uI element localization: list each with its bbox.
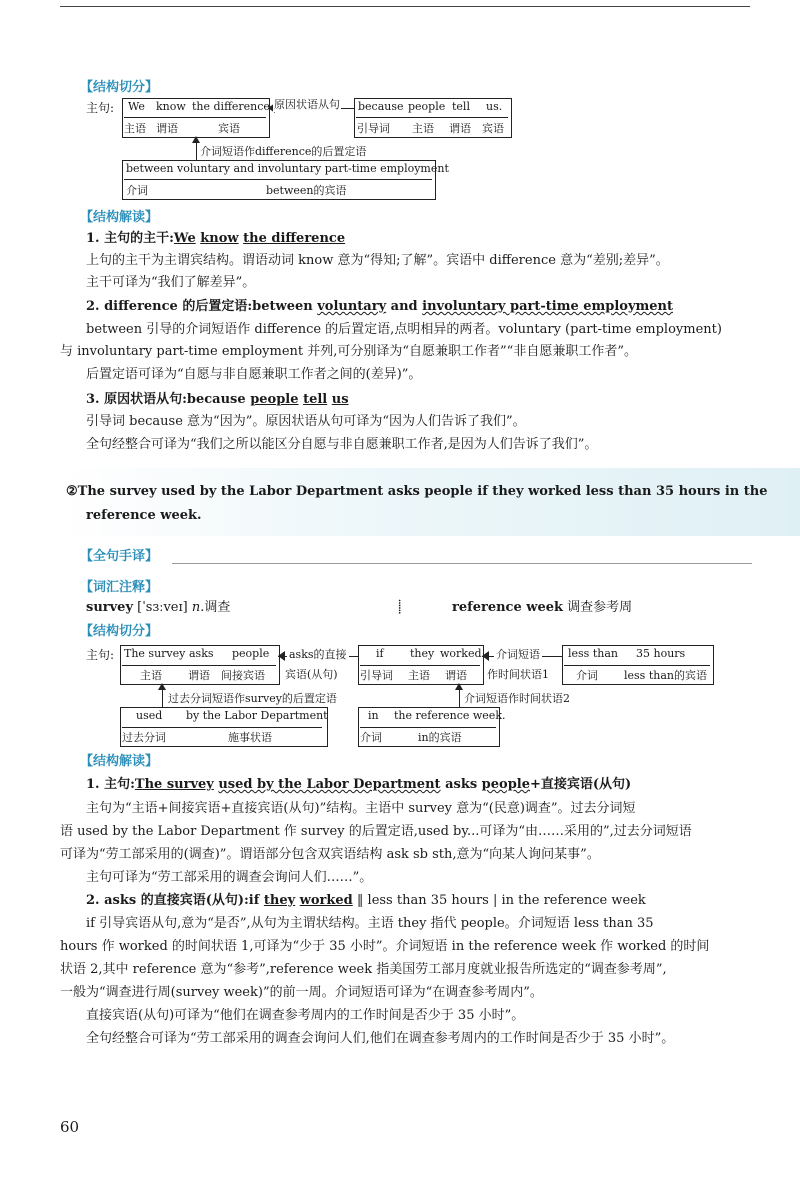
word-people-2: people (232, 647, 270, 660)
vocab-ref-def: 调查参考周 (567, 600, 633, 615)
label-preposition-3: 介词 (360, 731, 382, 744)
prep-phrase-label: 介词短语 (496, 648, 540, 661)
sentence-2-line-1 (66, 482, 767, 502)
label-conjunction: 引导词 (357, 122, 390, 135)
word-if: if (376, 647, 384, 660)
label-verb: 谓语 (156, 122, 178, 135)
para-5-line-6: 全句经整合可译为“劳工部采用的调查会询问人们,他们在调查参考周内的工作时间是否少于 35 小时”。 (86, 1031, 675, 1046)
label-between-object: between的宾语 (266, 184, 347, 197)
label-conjunction-2: 引导词 (360, 669, 393, 682)
word-people: people (408, 100, 446, 113)
point-1-know: know (200, 231, 239, 246)
para-3-line-2: 全句经整合可译为“我们之所以能区分自愿与非自愿兼职工作者,是因为人们告诉了我们”。 (86, 437, 598, 452)
point-2-prefix: 2. difference 的后置定语: (86, 299, 253, 314)
direct-object-label: asks的直接 (289, 648, 347, 661)
para-2-line-3: 后置定语可译为“自愿与非自愿兼职工作者之间的(差异)”。 (86, 367, 422, 382)
point-4-asks: asks (440, 777, 482, 792)
sentence-2-text-1: The survey used by the Labor Department asks people if they worked less than 35 hours in the (77, 484, 768, 499)
point-3-prefix: 3. 原因状语从句: (86, 392, 187, 407)
main-clause-label-1: 主句: (86, 101, 115, 115)
vocab-survey-pron: [ˈsɜːveɪ] (137, 600, 188, 615)
point-5-worked: worked (299, 893, 353, 908)
word-we: We (128, 100, 145, 113)
point-2-heading (86, 297, 673, 317)
para-4-line-1: 主句为“主语+间接宾语+直接宾语(从句)”结构。主语中 survey 意为“(民意)调查”。过去分词短 (86, 801, 636, 816)
point-3-heading (86, 390, 349, 410)
postmodifier-label: 介词短语作difference的后置定语 (200, 145, 367, 158)
point-3-because: because (186, 392, 251, 407)
point-2-and: and (386, 299, 423, 314)
word-us: us. (486, 100, 503, 113)
vocab-survey (86, 598, 230, 618)
point-5-prefix: 2. asks 的直接宾语(从句): (86, 893, 249, 908)
point-5-rest: ‖ less than 35 hours | in the reference week (352, 893, 646, 908)
point-2-between: between (252, 299, 318, 314)
label-in-object: in的宾语 (418, 731, 462, 744)
para-5-line-4: 一般为“调查进行周(survey week)”的前一周。介词短语可译为“在调查参考周内”。 (60, 985, 543, 1000)
para-2-line-1: between 引导的介词短语作 difference 的后置定语,点明相异的两者。voluntary (part-time employment) (86, 322, 722, 337)
main-clause-label-2: 主句: (86, 648, 115, 662)
translate-heading: 【全句手译】 (80, 549, 159, 564)
word-by-labor-department: by the Labor Department (186, 709, 328, 722)
label-indirect-object: 间接宾语 (221, 669, 265, 682)
vocab-heading: 【词汇注释】 (80, 580, 159, 595)
para-3-line-1: 引导词 because 意为“因为”。原因状语从句可译为“因为人们告诉了我们”。 (86, 414, 526, 429)
para-5-line-1: if 引导宾语从句,意为“是否”,从句为主谓状结构。主语 they 指代 people。介词短语 less than 35 (86, 916, 654, 931)
para-2-line-2: 与 involuntary part-time employment 并列,可分别译为“自愿兼职工作者”“非自愿兼职工作者”。 (60, 344, 637, 359)
structure-heading-1: 【结构切分】 (80, 80, 159, 95)
word-because: because (358, 100, 404, 113)
translation-blank-line[interactable] (172, 563, 752, 564)
para-5-line-3: 状语 2,其中 reference 意为“参考”,reference week 指美国劳工部月度就业报告所选定的“调查参考周”, (60, 962, 667, 977)
between-phrase: between voluntary and involuntary part-time employment (126, 162, 449, 175)
word-in: in (368, 709, 379, 722)
sentence-number: ② (66, 484, 78, 499)
point-4-survey: The survey (134, 777, 214, 792)
para-1-line-1: 上句的主干为主谓宾结构。谓语动词 know 意为“得知;了解”。宾语中 difference 意为“差别;差异”。 (86, 253, 669, 268)
point-5-heading (86, 891, 646, 911)
label-verb-3: 谓语 (188, 669, 210, 682)
label-subject-3: 主语 (140, 669, 162, 682)
point-1-prefix: 1. 主句的主干: (86, 231, 174, 246)
point-2-involuntary: involuntary part-time employment (422, 299, 674, 314)
label-less-than-object: less than的宾语 (624, 669, 707, 682)
vocab-survey-word: survey (86, 600, 133, 615)
para-1-line-2: 主干可译为“我们了解差异”。 (86, 275, 256, 290)
para-5-line-2: hours 作 worked 的时间状语 1,可译为“少于 35 小时”。介词短语 in the reference week 作 worked 的时间 (60, 939, 710, 954)
point-5-if: if (248, 893, 264, 908)
para-4-line-2: 语 used by the Labor Department 作 survey 的后置定语,used by...可译为“由……采用的”,过去分词短语 (60, 824, 692, 839)
label-past-participle: 过去分词 (122, 731, 166, 744)
label-agent-adverbial: 施事状语 (228, 731, 272, 744)
point-3-us: us (331, 392, 349, 407)
label-subject: 主语 (124, 122, 146, 135)
time-adverbial-1-label: 作时间状语1 (487, 668, 549, 681)
vocab-survey-def: 调查 (204, 600, 231, 615)
structure-heading-2: 【结构切分】 (80, 624, 159, 639)
word-the-reference-week: the reference week. (394, 709, 506, 722)
page-number: 60 (60, 1118, 80, 1136)
label-verb-4: 谓语 (445, 669, 467, 682)
vocab-survey-pos: n. (191, 600, 205, 615)
label-object-2: 宾语 (482, 122, 504, 135)
point-4-heading (86, 775, 631, 795)
word-worked: worked (440, 647, 482, 660)
word-less-than: less than (568, 647, 618, 660)
direct-object-label-2: 宾语(从句) (285, 668, 338, 681)
label-subject-4: 主语 (408, 669, 430, 682)
point-4-used-by: used by the Labor Department (218, 777, 441, 792)
label-object: 宾语 (218, 122, 240, 135)
top-rule (60, 6, 750, 7)
label-preposition-2: 介词 (576, 669, 598, 682)
para-4-line-4: 主句可译为“劳工部采用的调查会询问人们……”。 (86, 870, 373, 885)
point-2-voluntary: voluntary (317, 299, 387, 314)
point-4-people: people (481, 777, 531, 792)
time-adverbial-2-label: 介词短语作时间状语2 (464, 692, 570, 705)
word-asks: asks (189, 647, 214, 660)
point-3-tell: tell (303, 392, 328, 407)
point-1-we: We (173, 231, 196, 246)
point-1-diff: the difference (243, 231, 346, 246)
sentence-2-line-2: reference week. (86, 508, 202, 523)
reason-clause-label: 原因状语从句 (274, 98, 340, 111)
label-subject-2: 主语 (412, 122, 434, 135)
para-5-line-5: 直接宾语(从句)可译为“他们在调查参考周内的工作时间是否少于 35 小时”。 (86, 1008, 525, 1023)
point-1-heading (86, 229, 345, 249)
word-tell: tell (452, 100, 470, 113)
point-4-prefix: 1. 主句: (86, 777, 135, 792)
interp-heading-2: 【结构解读】 (80, 754, 159, 769)
word-the-survey: The survey (124, 647, 186, 660)
vocab-ref-word: reference week (452, 600, 564, 615)
para-4-line-3: 可译为“劳工部采用的(调查)”。谓语部分包含双宾语结构 ask sb sth,意为“向某人询问某事”。 (60, 847, 600, 862)
word-difference: the difference (192, 100, 270, 113)
vocab-separator: ⸽ (398, 600, 402, 615)
past-participle-label: 过去分词短语作survey的后置定语 (168, 692, 337, 705)
point-5-they: they (263, 893, 296, 908)
word-they: they (410, 647, 435, 660)
point-4-suffix: +直接宾语(从句) (530, 777, 632, 792)
interp-heading-1: 【结构解读】 (80, 210, 159, 225)
label-preposition: 介词 (126, 184, 148, 197)
vocab-reference-week (452, 598, 632, 618)
label-verb-2: 谓语 (449, 122, 471, 135)
point-3-people: people (250, 392, 299, 407)
word-35-hours: 35 hours (636, 647, 686, 660)
word-used: used (136, 709, 163, 722)
word-know: know (156, 100, 186, 113)
